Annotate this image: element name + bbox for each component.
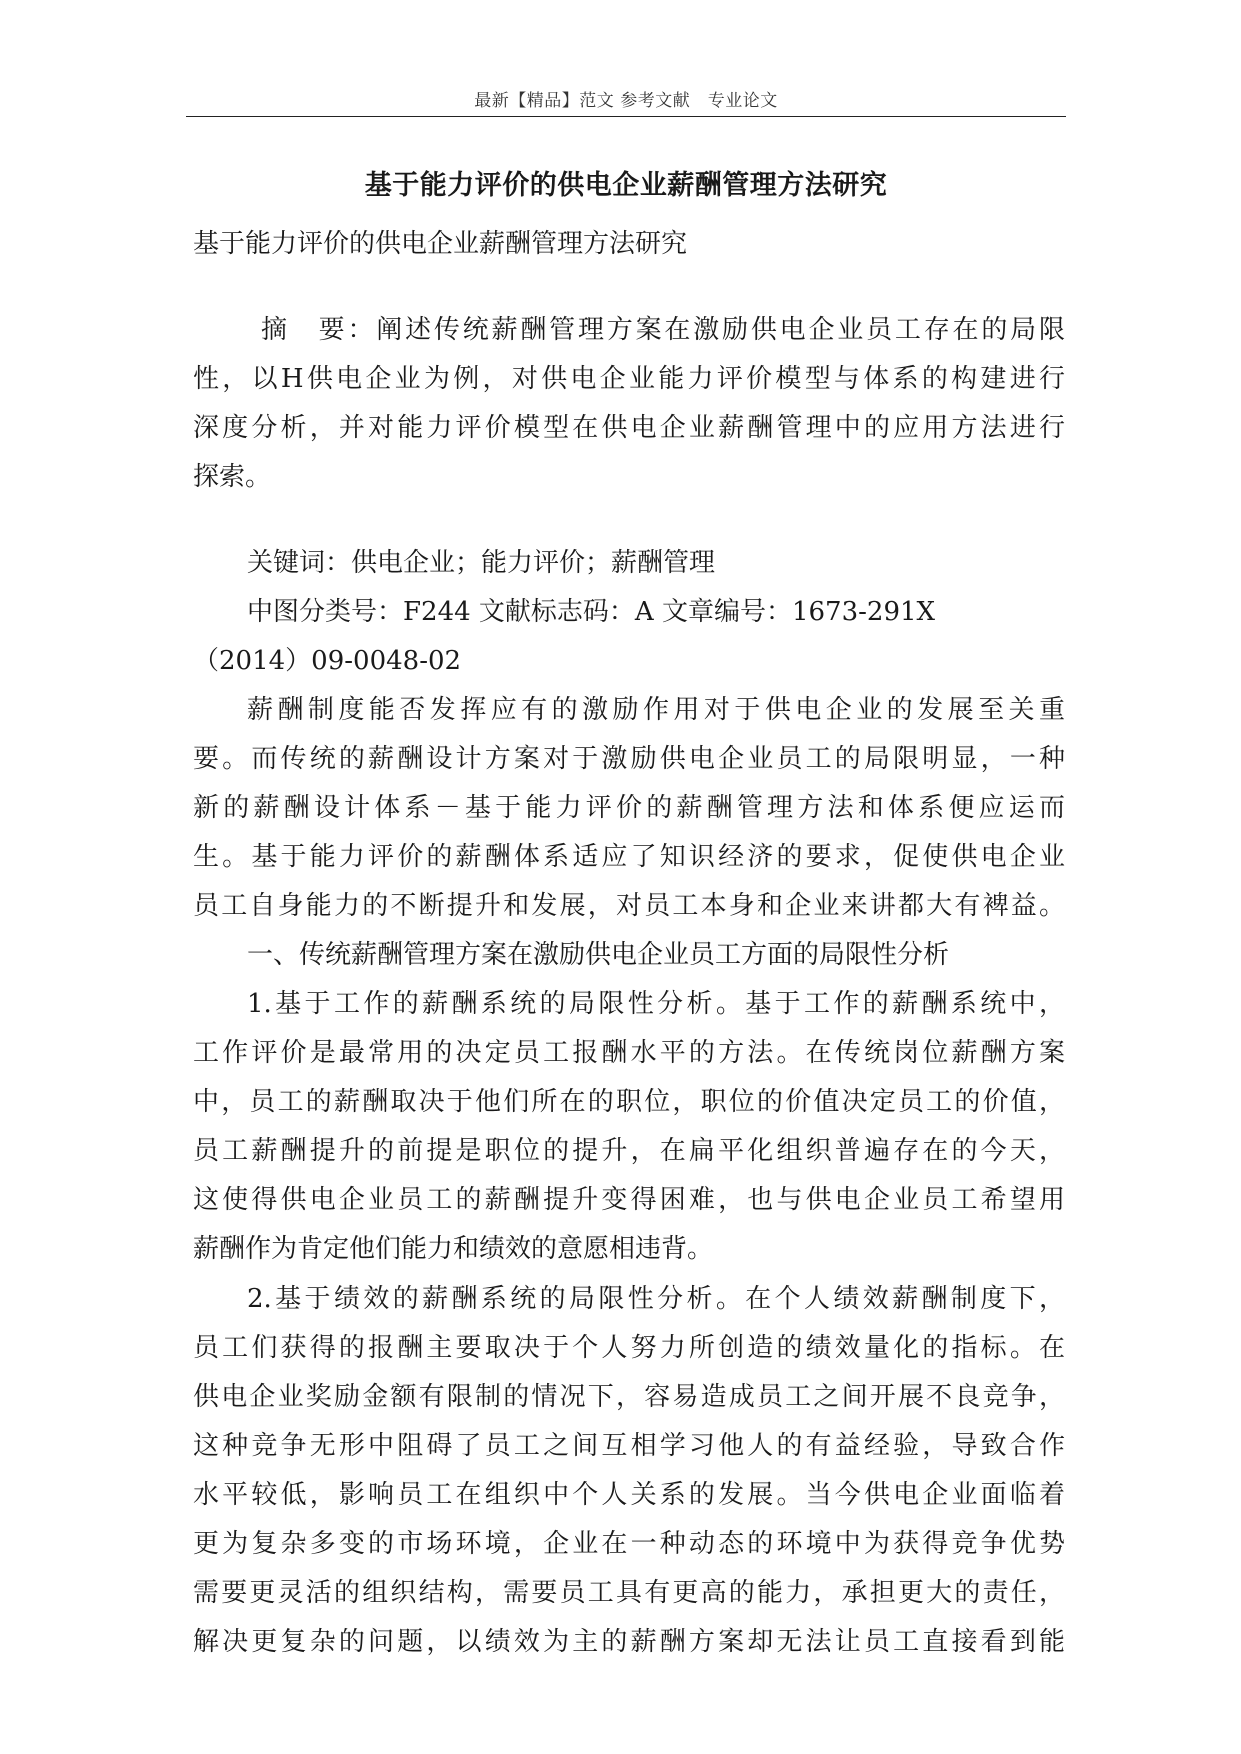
paragraph-line: 中，员工的薪酬取决于他们所在的职位，职位的价值决定员工的价值， [193, 1087, 1065, 1117]
paragraph-line: 更为复杂多变的市场环境，企业在一种动态的环境中为获得竞争优势 [193, 1529, 1065, 1559]
page-header: 最新【精品】范文 参考文献 专业论文 [474, 91, 778, 111]
paragraph-line: 薪酬作为肯定他们能力和绩效的意愿相违背。 [193, 1234, 714, 1264]
paragraph-line: 员工自身能力的不断提升和发展，对员工本身和企业来讲都大有裨益。 [193, 891, 1065, 921]
classification-line: （2014）09-0048-02 [193, 646, 462, 676]
header-rule [186, 116, 1066, 117]
keywords-line: 关键词：供电企业；能力评价；薪酬管理 [247, 548, 716, 578]
paragraph-line: 工作评价是最常用的决定员工报酬水平的方法。在传统岗位薪酬方案 [193, 1038, 1065, 1068]
paragraph-line: 这使得供电企业员工的薪酬提升变得困难，也与供电企业员工希望用 [193, 1185, 1065, 1215]
paragraph-line: 供电企业奖励金额有限制的情况下，容易造成员工之间开展不良竞争， [193, 1382, 1065, 1412]
abstract-line: 探索。 [193, 462, 272, 492]
paragraph-line: 薪酬制度能否发挥应有的激励作用对于供电企业的发展至关重 [247, 695, 1065, 725]
paragraph-line: 水平较低，影响员工在组织中个人关系的发展。当今供电企业面临着 [193, 1480, 1065, 1510]
paragraph-line: 解决更复杂的问题，以绩效为主的薪酬方案却无法让员工直接看到能 [193, 1627, 1065, 1657]
paragraph-line: 员工薪酬提升的前提是职位的提升，在扁平化组织普遍存在的今天， [193, 1136, 1065, 1166]
paragraph-line: 2.基于绩效的薪酬系统的局限性分析。在个人绩效薪酬制度下， [247, 1284, 1065, 1314]
paragraph-line: 需要更灵活的组织结构，需要员工具有更高的能力，承担更大的责任， [193, 1578, 1065, 1608]
subtitle-line: 基于能力评价的供电企业薪酬管理方法研究 [193, 229, 688, 259]
paragraph-line: 生。基于能力评价的薪酬体系适应了知识经济的要求，促使供电企业 [193, 842, 1065, 872]
abstract-line: 性，以H供电企业为例，对供电企业能力评价模型与体系的构建进行 [193, 364, 1065, 394]
abstract-line: 摘 要：阐述传统薪酬管理方案在激励供电企业员工存在的局限 [261, 315, 1065, 345]
paragraph-line: 这种竞争无形中阻碍了员工之间互相学习他人的有益经验，导致合作 [193, 1431, 1065, 1461]
paragraph-line: 1.基于工作的薪酬系统的局限性分析。基于工作的薪酬系统中， [247, 989, 1065, 1019]
document-title: 基于能力评价的供电企业薪酬管理方法研究 [364, 170, 888, 201]
section-heading: 一、传统薪酬管理方案在激励供电企业员工方面的局限性分析 [247, 940, 950, 970]
abstract-line: 深度分析，并对能力评价模型在供电企业薪酬管理中的应用方法进行 [193, 413, 1065, 443]
paragraph-line: 新的薪酬设计体系－基于能力评价的薪酬管理方法和体系便应运而 [193, 793, 1065, 823]
classification-line: 中图分类号：F244 文献标志码：A 文章编号：1673-291X [247, 597, 936, 627]
paragraph-line: 员工们获得的报酬主要取决于个人努力所创造的绩效量化的指标。在 [193, 1333, 1065, 1363]
paragraph-line: 要。而传统的薪酬设计方案对于激励供电企业员工的局限明显，一种 [193, 744, 1065, 774]
